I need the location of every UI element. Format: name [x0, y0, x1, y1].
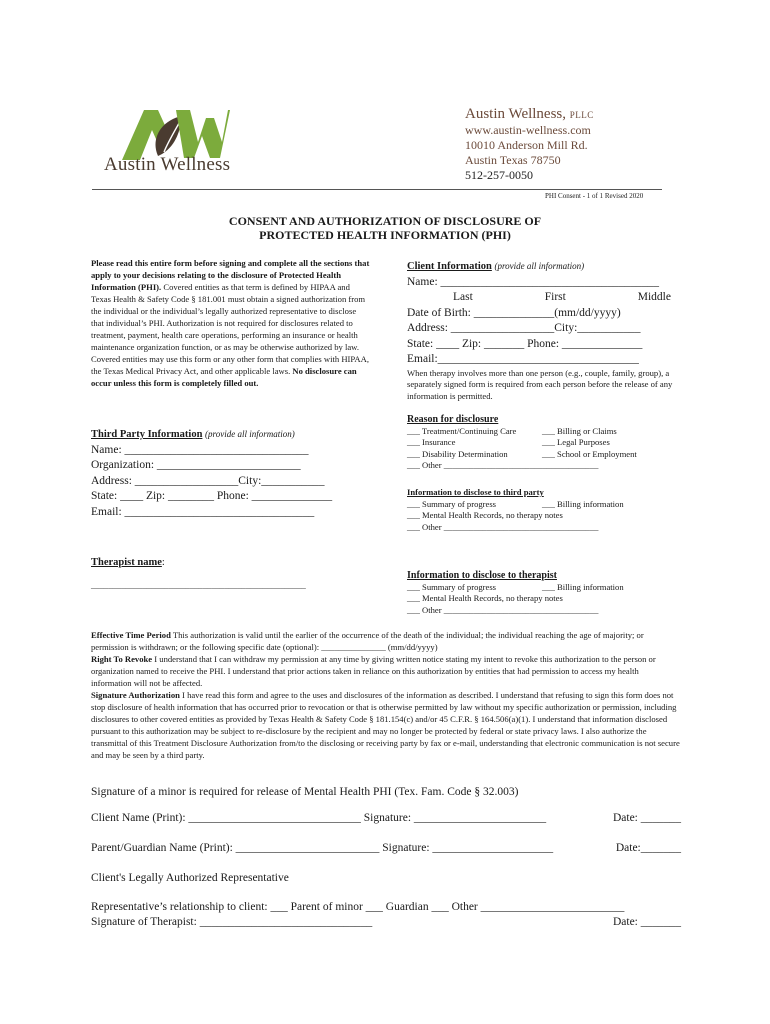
practice-name: Austin Wellness, PLLC — [465, 106, 594, 122]
third-party-name-field[interactable]: Name: ________________________________ — [91, 443, 309, 456]
disclose-therapist-billing-option[interactable]: ___ Billing information — [542, 581, 624, 592]
client-date-field[interactable]: Date: _______ — [612, 812, 681, 824]
disclose-therapist-other-option[interactable]: ___ Other ____________________________________ — [407, 604, 599, 615]
reason-option-legal[interactable]: ___ Legal Purposes — [542, 437, 610, 447]
third-party-organization-field[interactable]: Organization: _________________________ — [91, 459, 301, 471]
representative-relationship-row[interactable]: Representative’s relationship to client: ___ Parent of minor ___ Guardian ___ Other _________________________ — [91, 901, 625, 913]
third-party-state-zip-phone-field[interactable]: State: ____ Zip: ________ Phone: ______________ — [91, 490, 333, 502]
practice-street: 10010 Anderson Mill Rd. — [465, 138, 588, 152]
reason-option-school[interactable]: ___ School or Employment — [542, 448, 637, 459]
disclose-third-party-heading: Information to disclose to third party — [407, 487, 544, 497]
practice-phone: 512-257-0050 — [465, 168, 533, 182]
disclose-third-other-option[interactable]: ___ Other ____________________________________ — [407, 521, 599, 532]
right-to-revoke: Right To Revoke I understand that I can withdraw my permission at any time by giving written notice stating my intent to revoke this authorization to the person or organization named to receive the PHI. I understand that prior actions taken in reliance on this authorization by entities that had permission to access my health information will not be affected. — [91, 654, 656, 688]
header-divider — [92, 189, 662, 190]
representative-label: Client's Legally Authorized Representative — [91, 872, 289, 884]
third-party-section: Third Party Information (provide all information) Name: ________________________________ Organization: _________________________ Address: __________________City:___________ State: ____ Zip: ________ Phone: ______________ Email: _________________________________ — [91, 427, 363, 520]
client-address-field[interactable]: Address: __________________City:___________ — [407, 322, 641, 334]
therapist-date-field[interactable]: Date: _______ — [612, 916, 681, 928]
reason-option-insurance[interactable]: ___ Insurance — [407, 437, 456, 447]
therapist-name-field[interactable]: __________________________________________________ — [91, 580, 306, 590]
minor-signature-note: Signature of a minor is required for release of Mental Health PHI (Tex. Fam. Code § 32.003) — [91, 786, 519, 798]
legal-terms — [91, 629, 681, 761]
logo-wordmark: Austin Wellness — [104, 154, 231, 175]
guardian-date-field[interactable]: Date:_______ — [615, 842, 681, 854]
guardian-signature-row[interactable]: Parent/Guardian Name (Print): _________________________ Signature: _____________________ Date:_______ — [91, 842, 681, 854]
reason-option-billing[interactable]: ___ Billing or Claims — [542, 425, 617, 436]
practice-address-block — [465, 107, 594, 183]
revision-note: PHI Consent - 1 of 1 Revised 2020 — [545, 192, 644, 200]
disclose-therapist-summary-option[interactable]: ___ Summary of progress — [407, 581, 497, 592]
signature-authorization: Signature Authorization I have read this form and agree to the uses and disclosures of the information as described. I understand that refusing to sign this form does not stop disclosure of health information that has occurred prior to revocation or that is otherwise permitted by law without my specific authorization or permission, including disclosures to other covered entities as provided by Texas Health & Safety Code § 181.154(c) and/or 45 C.F.R. § 164.506(a)(1). I understand that information disclosed pursuant to this authorization may be subject to re-disclosure by the recipient and may no longer be protected by federal or state privacy laws. I also authorize the transmittal of this Treatment Disclosure Authorization from/to the disclosing or receiving party by fax or e-mail, understanding that electronic communication is not secure and may be seen by a third party. — [91, 690, 680, 760]
third-party-address-field[interactable]: Address: __________________City:___________ — [91, 474, 325, 487]
third-party-heading: Third Party Information — [91, 429, 203, 440]
client-information-section: Client Information (provide all information) Name: ______________________________________ Last First Middle Date of Birth: ______________(mm/dd/yyyy) Address: __________________City:___________ State: ____ Zip: _______ Phone: ______________ Email:___________________________________ When therapy involves more than one person (e.g., couple, family, group), a separately signed form is required from each person before the release of any information is permitted. — [407, 259, 679, 402]
third-party-email-field[interactable]: Email: _________________________________ — [91, 505, 315, 518]
client-dob-field[interactable]: Date of Birth: ______________(mm/dd/yyyy) — [407, 306, 621, 319]
effective-time-period: Effective Time Period This authorization is valid until the earlier of the occurrence of the death of the individual; the individual reaching the age of majority; or permission is withdrawn; or the following specific date (optional): _______________ (mm/dd/yyyy) — [91, 630, 644, 652]
reason-option-treatment[interactable]: ___ Treatment/Continuing Care — [407, 425, 517, 436]
client-signature-row[interactable]: Client Name (Print): ______________________________ Signature: _______________________ Date: _______ — [91, 812, 681, 824]
disclose-therapist-mental-health-option[interactable]: ___ Mental Health Records, no therapy notes — [407, 593, 563, 603]
reason-option-disability[interactable]: ___ Disability Determination — [407, 448, 508, 459]
client-name-field[interactable]: Name: ______________________________________ — [407, 275, 660, 288]
client-note: When therapy involves more than one person (e.g., couple, family, group), a separately signed form is required from each person before the release of any information is permitted. — [407, 367, 673, 401]
disclose-third-party-section — [407, 487, 679, 533]
client-email-field[interactable]: Email:___________________________________ — [407, 353, 639, 365]
disclose-third-summary-option[interactable]: ___ Summary of progress — [407, 498, 497, 509]
austin-wellness-logo-mark — [110, 108, 230, 160]
disclose-third-billing-option[interactable]: ___ Billing information — [542, 498, 624, 509]
form-title: CONSENT AND AUTHORIZATION OF DISCLOSURE OF PROTECTED HEALTH INFORMATION (PHI) — [228, 214, 542, 242]
client-name-sublabels: Last First Middle — [453, 291, 671, 303]
reason-heading: Reason for disclosure — [407, 414, 499, 425]
disclose-third-mental-health-option[interactable]: ___ Mental Health Records, no therapy notes — [407, 510, 563, 520]
therapist-signature-row[interactable]: Signature of Therapist: ______________________________ Date: _______ — [91, 916, 681, 928]
therapist-name-label: Therapist name — [91, 557, 162, 568]
disclose-therapist-heading: Information to disclose to therapist — [407, 570, 557, 581]
intro-paragraph: Please read this entire form before signing and complete all the sections that apply to your decisions relating to the disclosure of Protected Health Information (PHI). Covered entities as that term is defined by HIPAA and Texas Health & Safety Code § 181.001 must obtain a signed authorization from the individual or the individual’s legally authorized representative to disclose that individual’s PHI. Authorization is not required for disclosures related to treatment, payment, health care operations, performing an insurance or health maintenance organization function, or as may be otherwise authorized by law. Covered entities may use this form or any other form that complies with HIPAA, the Texas Medical Privacy Act, and other applicable laws. No disclosure can occur unless this form is completely filled out. — [91, 258, 370, 388]
reason-option-other[interactable]: ___ Other ____________________________________ — [407, 460, 599, 470]
practice-city: Austin Texas 78750 — [465, 153, 561, 167]
client-state-zip-phone-field[interactable]: State: ____ Zip: _______ Phone: ______________ — [407, 337, 643, 350]
therapist-section: Therapist name: __________________________________________________ — [91, 556, 363, 592]
disclose-therapist-section — [407, 570, 679, 616]
practice-website: www.austin-wellness.com — [465, 123, 591, 137]
client-information-heading: Client Information — [407, 261, 492, 272]
reason-section — [407, 414, 679, 472]
